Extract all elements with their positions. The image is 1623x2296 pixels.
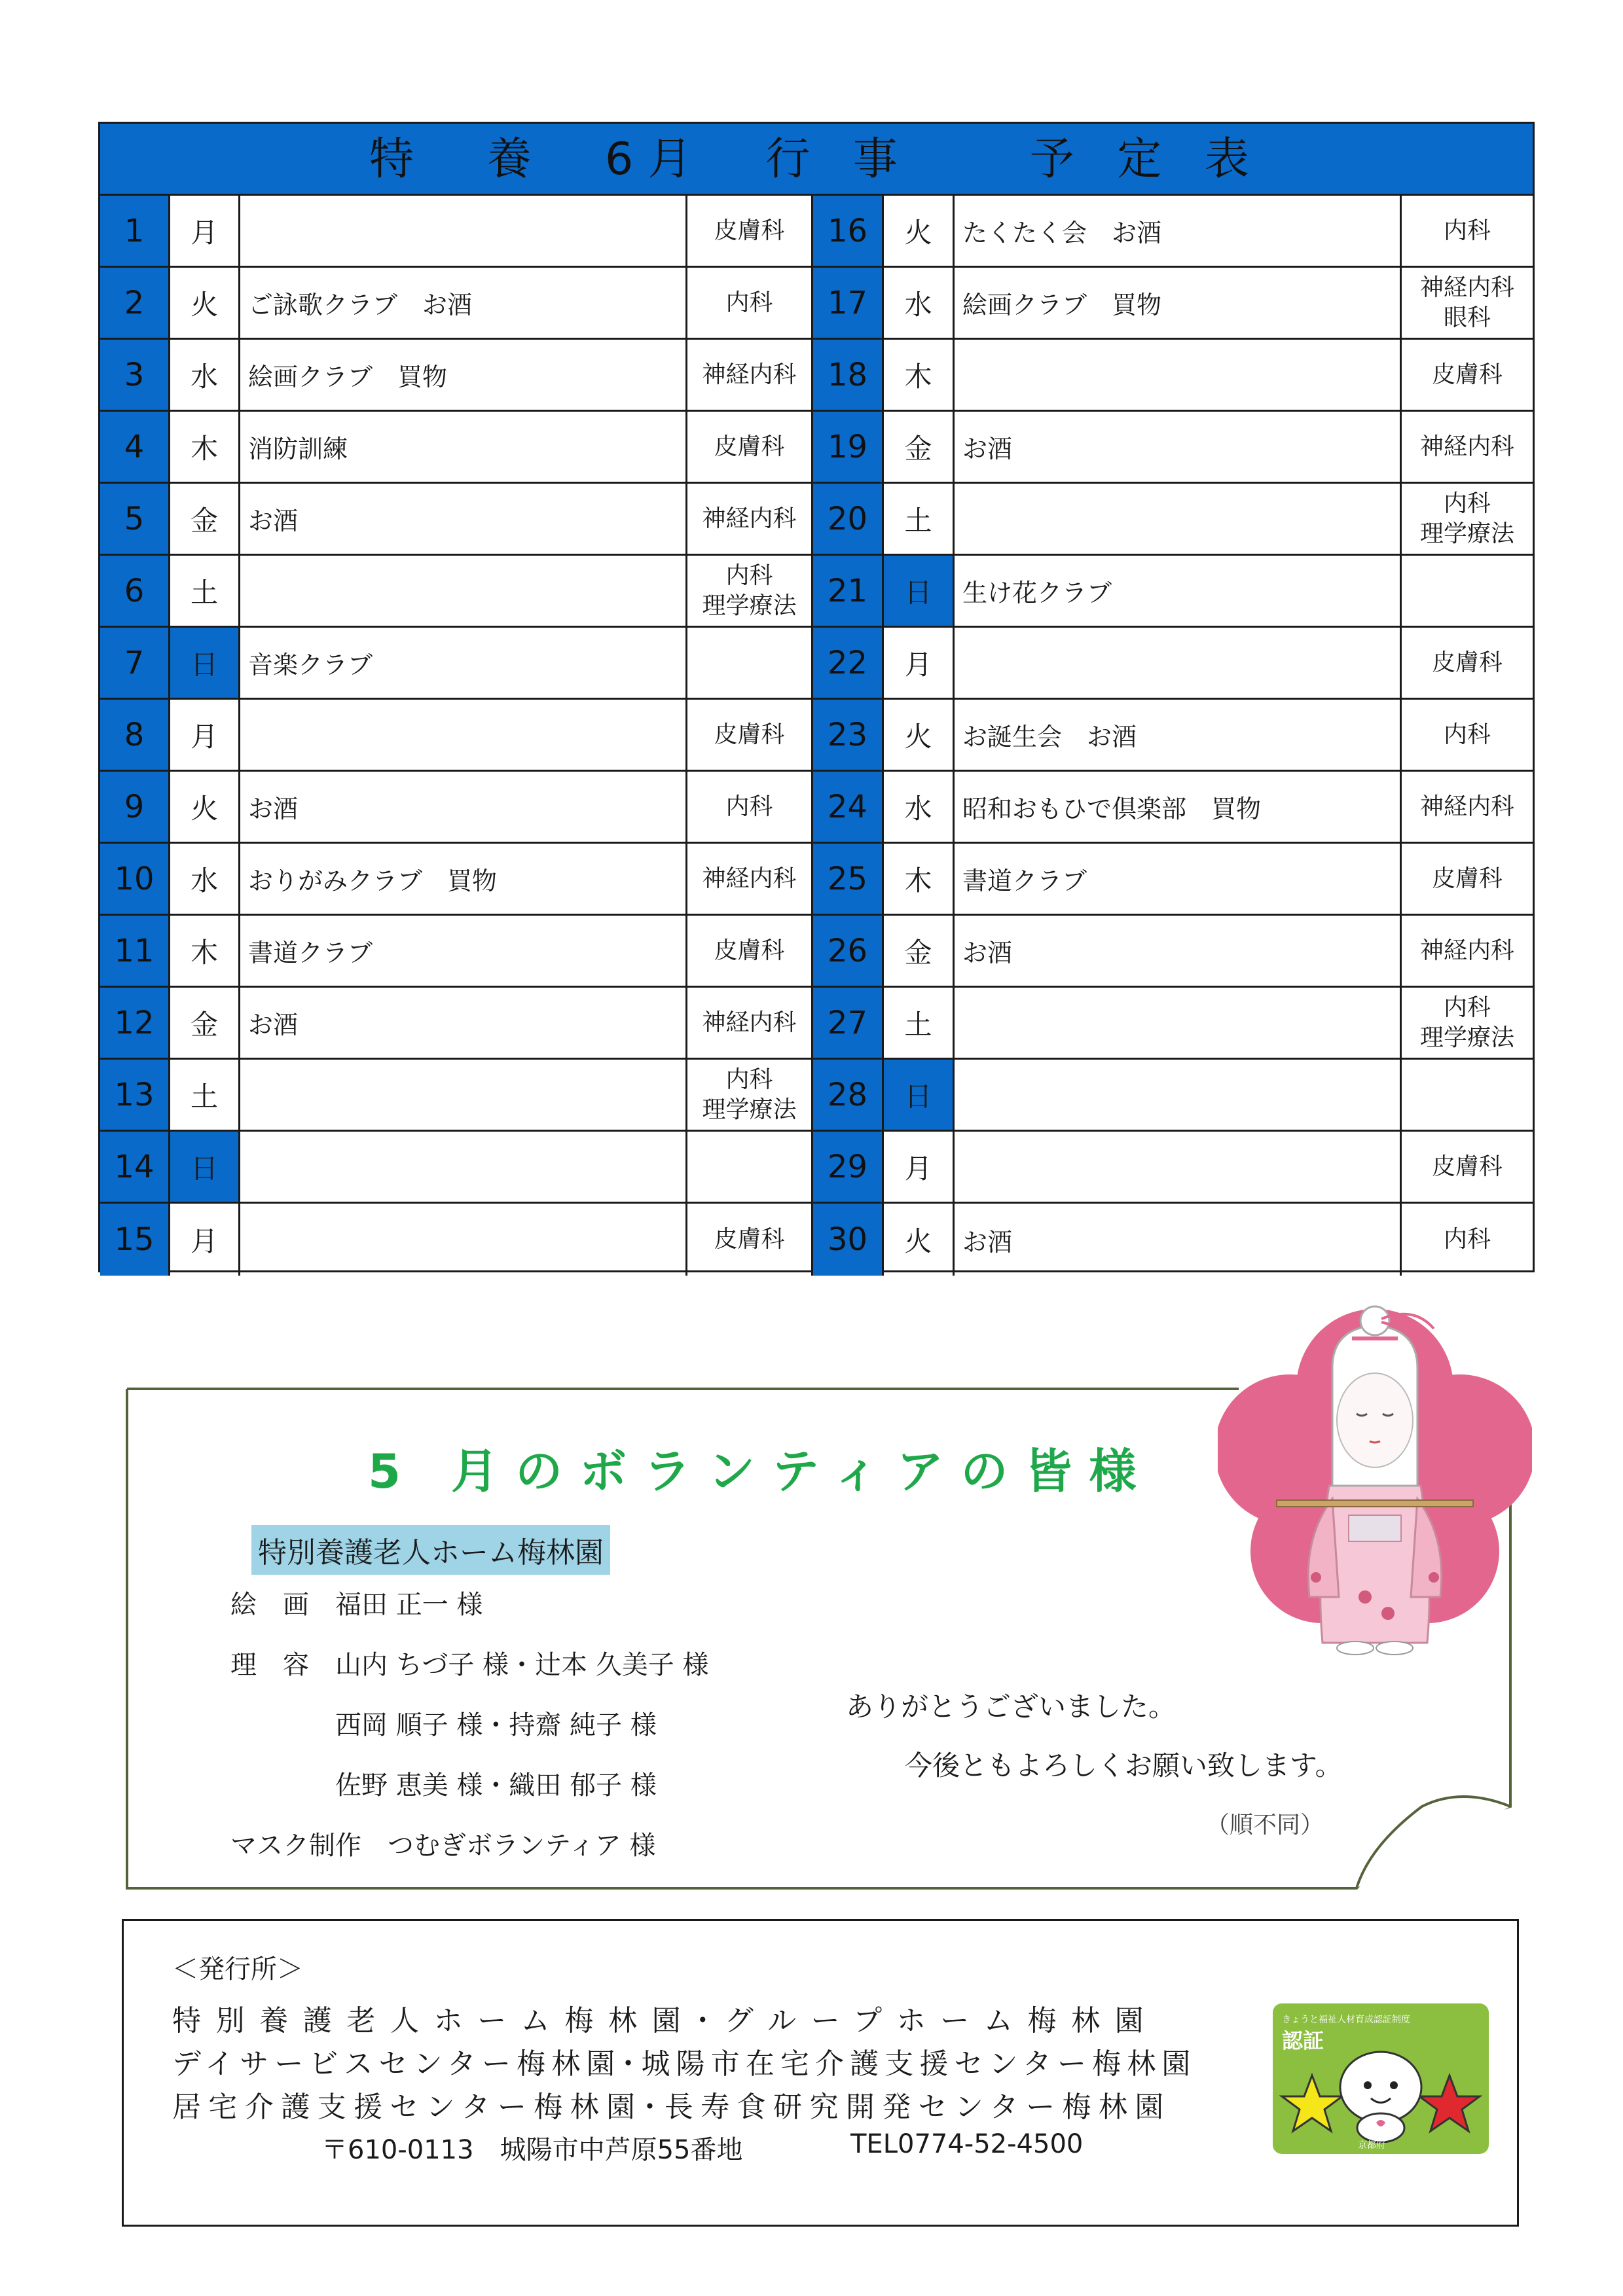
schedule-weekday-cell: 月 [884, 628, 955, 700]
schedule-row [100, 772, 1533, 844]
schedule-medical-cell [687, 196, 813, 268]
schedule-date-number-cell: 24 [813, 772, 884, 844]
schedule-date-number-cell: 28 [813, 1060, 884, 1132]
certification-title: 認証 [1282, 2028, 1324, 2053]
schedule-date-number-cell: 5 [100, 484, 170, 556]
order-note: （順不同） [1206, 1812, 1324, 1839]
publisher-line: 居宅介護支援センター梅林園･長寿食研究開発センター梅林園 [172, 2090, 1171, 2124]
schedule-date-number-cell: 10 [100, 844, 170, 916]
schedule-row [100, 700, 1533, 772]
schedule-weekday-cell: 日 [884, 556, 955, 628]
schedule-date-number-cell: 26 [813, 916, 884, 988]
medical-department: 内科 [1443, 1226, 1491, 1253]
thanks-message: ありがとうございました。 [846, 1691, 1176, 1723]
schedule-weekday-cell: 土 [884, 484, 955, 556]
schedule-medical-cell [687, 556, 813, 628]
schedule-date-number-cell: 29 [813, 1132, 884, 1204]
schedule-date-number-cell: 12 [100, 988, 170, 1060]
volunteer-title: 5 月のボランティアの皆様 [368, 1444, 1154, 1499]
schedule-date-number-cell: 6 [100, 556, 170, 628]
schedule-medical-cell [687, 340, 813, 412]
medical-department: 皮膚科 [1431, 649, 1503, 676]
medical-department: 理学療法 [1419, 1024, 1514, 1051]
medical-department: 神経内科 [702, 865, 797, 892]
schedule-row [100, 988, 1533, 1060]
medical-department: 内科 [1443, 217, 1491, 244]
schedule-medical-cell [687, 268, 813, 340]
schedule-medical-cell [1402, 700, 1533, 772]
schedule-medical-cell [687, 916, 813, 988]
schedule-event-cell [240, 556, 687, 628]
medical-department: 理学療法 [702, 1096, 797, 1123]
medical-department: 皮膚科 [1431, 361, 1503, 388]
schedule-event-cell: 昭和おもひで倶楽部 買物 [955, 772, 1402, 844]
schedule-event-cell: 音楽クラブ [240, 628, 687, 700]
volunteer-line: マスク制作 つむぎボランティア 様 [230, 1831, 656, 1861]
schedule-medical-cell [687, 772, 813, 844]
schedule-weekday-cell: 木 [170, 412, 240, 484]
schedule-row [100, 196, 1533, 268]
schedule-weekday-cell: 水 [170, 340, 240, 412]
schedule-medical-cell [687, 1060, 813, 1132]
certification-caption: きょうと福祉人材育成認証制度 [1282, 2015, 1410, 2025]
schedule-event-cell [240, 700, 687, 772]
schedule-weekday-cell: 月 [170, 700, 240, 772]
certification-issuer: 京都府 [1358, 2140, 1385, 2151]
schedule-medical-cell [1402, 844, 1533, 916]
schedule-date-number-cell: 3 [100, 340, 170, 412]
schedule-medical-cell [1402, 1132, 1533, 1204]
medical-department: 皮膚科 [714, 1226, 785, 1253]
schedule-medical-cell [1402, 988, 1533, 1060]
medical-department: 神経内科 [1419, 937, 1514, 964]
medical-department: 神経内科 [702, 361, 797, 388]
schedule-medical-cell [1402, 196, 1533, 268]
publisher-line: 特別養護老人ホーム梅林園･グループホーム梅林園 [172, 2004, 1159, 2037]
schedule-event-cell [955, 1060, 1402, 1132]
schedule-medical-cell [687, 988, 813, 1060]
medical-department: 内科 [1443, 490, 1491, 517]
schedule-medical-cell [1402, 556, 1533, 628]
schedule-weekday-cell: 木 [170, 916, 240, 988]
schedule-date-number-cell: 22 [813, 628, 884, 700]
schedule-event-cell [240, 1132, 687, 1204]
schedule-medical-cell [687, 844, 813, 916]
volunteer-line: 絵 画 福田 正一 様 [230, 1590, 483, 1620]
schedule-weekday-cell: 月 [170, 196, 240, 268]
schedule-event-cell: おりがみクラブ 買物 [240, 844, 687, 916]
publisher-phone: TEL0774-52-4500 [850, 2129, 1084, 2159]
schedule-medical-cell [687, 412, 813, 484]
schedule-row [100, 916, 1533, 988]
medical-department: 内科 [725, 793, 773, 820]
medical-department: 皮膚科 [1431, 865, 1503, 892]
schedule-weekday-cell: 日 [170, 628, 240, 700]
schedule-event-cell: お酒 [240, 988, 687, 1060]
schedule-row [100, 1204, 1533, 1276]
medical-department: 内科 [725, 1066, 773, 1093]
schedule-date-number-cell: 23 [813, 700, 884, 772]
schedule-medical-cell [1402, 772, 1533, 844]
schedule-weekday-cell: 金 [884, 916, 955, 988]
medical-department: 内科 [1443, 721, 1491, 748]
schedule-date-number-cell: 30 [813, 1204, 884, 1276]
schedule-event-cell [955, 484, 1402, 556]
schedule-date-number-cell: 19 [813, 412, 884, 484]
schedule-weekday-cell: 火 [884, 700, 955, 772]
schedule-row [100, 628, 1533, 700]
schedule-date-number-cell: 1 [100, 196, 170, 268]
schedule-event-cell: 絵画クラブ 買物 [955, 268, 1402, 340]
schedule-weekday-cell: 火 [884, 1204, 955, 1276]
schedule-weekday-cell: 月 [884, 1132, 955, 1204]
schedule-date-number-cell: 4 [100, 412, 170, 484]
schedule-medical-cell [687, 628, 813, 700]
schedule-date-number-cell: 18 [813, 340, 884, 412]
medical-department: 内科 [725, 562, 773, 589]
schedule-row [100, 484, 1533, 556]
schedule-weekday-cell: 日 [884, 1060, 955, 1132]
schedule-weekday-cell: 火 [170, 772, 240, 844]
schedule-weekday-cell: 月 [170, 1204, 240, 1276]
schedule-weekday-cell: 火 [884, 196, 955, 268]
medical-department: 皮膚科 [1431, 1153, 1503, 1180]
schedule-weekday-cell: 土 [884, 988, 955, 1060]
schedule-event-cell: 消防訓練 [240, 412, 687, 484]
schedule-date-number-cell: 7 [100, 628, 170, 700]
schedule-medical-cell [687, 1204, 813, 1276]
schedule-event-cell [240, 1204, 687, 1276]
schedule-date-number-cell: 2 [100, 268, 170, 340]
schedule-date-number-cell: 11 [100, 916, 170, 988]
medical-department: 理学療法 [1419, 520, 1514, 547]
volunteer-org-name: 特別養護老人ホーム梅林園 [251, 1525, 610, 1575]
schedule-event-cell [955, 988, 1402, 1060]
publisher-address: 〒610-0113 城陽市中芦原55番地 [321, 2135, 743, 2165]
publisher-label: ＜発行所＞ [172, 1954, 303, 1984]
volunteer-line: 西岡 順子 様・持齋 純子 様 [230, 1710, 657, 1740]
schedule-event-cell [955, 340, 1402, 412]
schedule-date-number-cell: 27 [813, 988, 884, 1060]
schedule-weekday-cell: 水 [170, 844, 240, 916]
schedule-weekday-cell: 水 [884, 772, 955, 844]
medical-department: 神経内科 [1419, 793, 1514, 820]
medical-department: 神経内科 [1419, 274, 1514, 301]
medical-department: 皮膚科 [714, 937, 785, 964]
schedule-medical-cell [1402, 628, 1533, 700]
schedule-weekday-cell: 火 [170, 268, 240, 340]
schedule-weekday-cell: 土 [170, 1060, 240, 1132]
schedule-event-cell: 書道クラブ [240, 916, 687, 988]
thanks-message-continued: 今後ともよろしくお願い致します。 [905, 1749, 1343, 1782]
schedule-weekday-cell: 水 [884, 268, 955, 340]
schedule-event-cell [240, 196, 687, 268]
schedule-event-cell: お酒 [955, 916, 1402, 988]
schedule-medical-cell [1402, 1060, 1533, 1132]
schedule-event-cell [955, 628, 1402, 700]
medical-department: 内科 [1443, 994, 1491, 1021]
medical-department: 皮膚科 [714, 721, 785, 748]
medical-department: 神経内科 [1419, 433, 1514, 460]
volunteer-line: 佐野 恵美 様・織田 郁子 様 [230, 1770, 657, 1801]
schedule-row [100, 556, 1533, 628]
schedule-date-number-cell: 15 [100, 1204, 170, 1276]
schedule-event-cell: お酒 [955, 412, 1402, 484]
schedule-medical-cell [1402, 412, 1533, 484]
schedule-event-cell: お酒 [240, 484, 687, 556]
schedule-date-number-cell: 16 [813, 196, 884, 268]
schedule-date-number-cell: 17 [813, 268, 884, 340]
schedule-date-number-cell: 9 [100, 772, 170, 844]
schedule-date-number-cell: 14 [100, 1132, 170, 1204]
schedule-medical-cell [1402, 484, 1533, 556]
schedule-event-cell: お誕生会 お酒 [955, 700, 1402, 772]
schedule-event-cell [955, 1132, 1402, 1204]
schedule-date-number-cell: 8 [100, 700, 170, 772]
medical-department: 神経内科 [702, 1009, 797, 1036]
schedule-medical-cell [687, 1132, 813, 1204]
schedule-event-cell: たくたく会 お酒 [955, 196, 1402, 268]
schedule-event-cell: ご詠歌クラブ お酒 [240, 268, 687, 340]
schedule-event-cell: 生け花クラブ [955, 556, 1402, 628]
medical-department: 内科 [725, 289, 773, 316]
schedule-medical-cell [687, 700, 813, 772]
schedule-medical-cell [1402, 340, 1533, 412]
volunteer-line: 理 容 山内 ちづ子 様・辻本 久美子 様 [230, 1650, 709, 1680]
medical-department: 神経内科 [702, 505, 797, 532]
publisher-box [122, 1919, 1519, 2227]
medical-department: 眼科 [1443, 304, 1491, 331]
schedule-event-cell: 書道クラブ [955, 844, 1402, 916]
schedule-event-cell: お酒 [955, 1204, 1402, 1276]
schedule-row [100, 844, 1533, 916]
schedule-date-number-cell: 25 [813, 844, 884, 916]
schedule-weekday-cell: 金 [170, 988, 240, 1060]
schedule-event-cell: お酒 [240, 772, 687, 844]
schedule-table [98, 122, 1535, 1272]
schedule-title: 特 養 6月 行 事 予 定 表 [100, 124, 1533, 196]
medical-department: 皮膚科 [714, 217, 785, 244]
medical-department: 理学療法 [702, 592, 797, 619]
doll-illustration-icon [1218, 1289, 1532, 1682]
publisher-line: デイサービスセンター梅林園･城陽市在宅介護支援センター梅林園 [172, 2047, 1197, 2081]
schedule-medical-cell [1402, 916, 1533, 988]
schedule-medical-cell [1402, 1204, 1533, 1276]
schedule-row [100, 412, 1533, 484]
schedule-event-cell: 絵画クラブ 買物 [240, 340, 687, 412]
schedule-weekday-cell: 木 [884, 340, 955, 412]
schedule-event-cell [240, 1060, 687, 1132]
schedule-weekday-cell: 金 [884, 412, 955, 484]
certification-badge [1273, 2003, 1489, 2154]
schedule-row [100, 340, 1533, 412]
schedule-medical-cell [1402, 268, 1533, 340]
schedule-row [100, 268, 1533, 340]
schedule-weekday-cell: 木 [884, 844, 955, 916]
schedule-weekday-cell: 金 [170, 484, 240, 556]
schedule-row [100, 1132, 1533, 1204]
schedule-weekday-cell: 土 [170, 556, 240, 628]
schedule-date-number-cell: 13 [100, 1060, 170, 1132]
schedule-medical-cell [687, 484, 813, 556]
schedule-weekday-cell: 日 [170, 1132, 240, 1204]
medical-department: 皮膚科 [714, 433, 785, 460]
schedule-date-number-cell: 21 [813, 556, 884, 628]
schedule-date-number-cell: 20 [813, 484, 884, 556]
schedule-row [100, 1060, 1533, 1132]
